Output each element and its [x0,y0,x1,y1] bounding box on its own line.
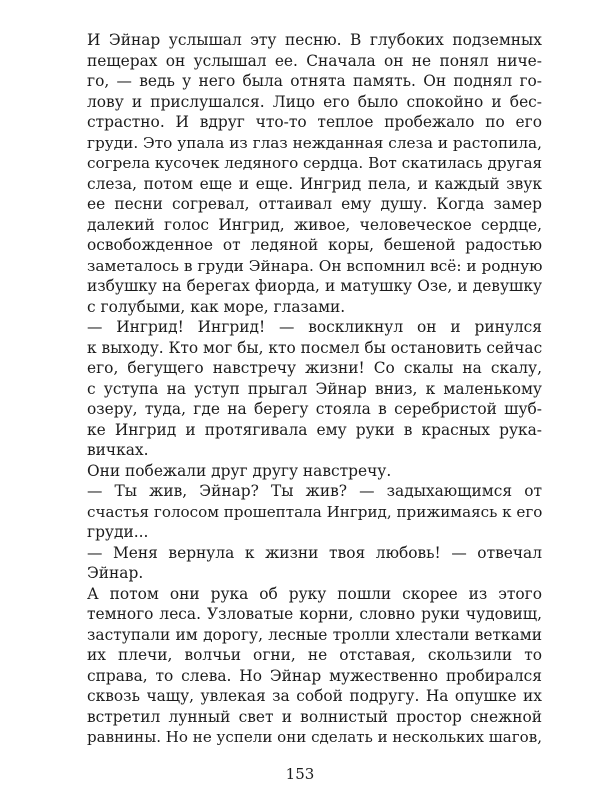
text-line: слеза, потом еще и еще. Ингрид пела, и каждый звук [87,174,542,193]
text-line: справа, то слева. Но Эйнар мужественно пробирался [87,666,542,685]
text-line: ке Ингрид и протягивала ему руки в красных рука- [87,420,542,439]
text-line: вичках. [87,441,149,459]
text-line: с голубыми, как море, глазами. [87,297,346,316]
text-line: равнины. Но не успели они сделать и нескольких шагов, [87,728,543,746]
text-line: Эйнар. [87,564,144,582]
text-line: А потом они рука об руку пошли скорее из этого [87,584,542,603]
text-line: темного леса. Узловатые корни, словно руки чудовищ, [87,605,542,623]
text-line: согрела кусочек ледяного сердца. Вот скатилась другая [87,154,543,172]
text-line: груди. Это упала из глаз нежданная слеза и растопила, [87,133,542,152]
text-line: — Ингрид! Ингрид! — воскликнул он и ринулся [87,318,542,336]
text-line: к выходу. Кто мог бы, кто посмел бы остановить сейчас [87,338,543,357]
text-line: избушку на берегах фиорда, и матушку Озе, и девушку [87,277,542,295]
text-line: И Эйнар услышал эту песню. В глубоких подземных [87,31,542,49]
text-line: счастья голосом прошептала Ингрид, прижимаясь к его [87,502,543,521]
text-line: страстно. И вдруг что-то теплое пробежало по его [87,113,542,131]
text-line: озеру, туда, где на берегу стояла в серебристой шуб- [87,400,542,418]
text-line: — Ты жив, Эйнар? Ты жив? — задыхающимся от [87,482,542,500]
text-line: — Меня вернула к жизни твоя любовь! — отвечал [87,543,542,562]
body-text [87,30,542,748]
text-line: с уступа на уступ прыгал Эйнар вниз, к маленькому [87,379,542,398]
text-line: го, — ведь у него была отнята память. Он поднял го- [87,72,542,90]
page-number: 153 [285,765,315,783]
text-line: ее песни согревал, оттаивал ему душу. Когда замер [87,195,542,213]
text-line: далекий голос Ингрид, живое, человеческое сердце, [87,215,542,234]
text-line: пещерах он услышал ее. Сначала он не понял ниче- [87,51,542,70]
text-line: заметалось в груди Эйнара. Он вспомнил всё: и родную [87,256,543,275]
text-line: заступали им дорогу, лесные тролли хлестали ветками [87,625,542,644]
text-line: Они побежали друг другу навстречу. [87,461,392,480]
text-line: лову и прислушался. Лицо его было спокойно и бес- [87,92,542,111]
text-line: его, бегущего навстречу жизни! Со скалы на скалу, [87,359,542,377]
text-line: их плечи, волчьи огни, не отставая, скользили то [87,646,542,664]
text-line: освобожденное от ледяной коры, бешеной радостью [87,236,542,254]
text-line: сквозь чащу, увлекая за собой подругу. На опушке их [87,687,542,705]
text-line: груди... [87,523,149,541]
text-line: встретил лунный свет и волнистый простор снежной [87,707,542,726]
